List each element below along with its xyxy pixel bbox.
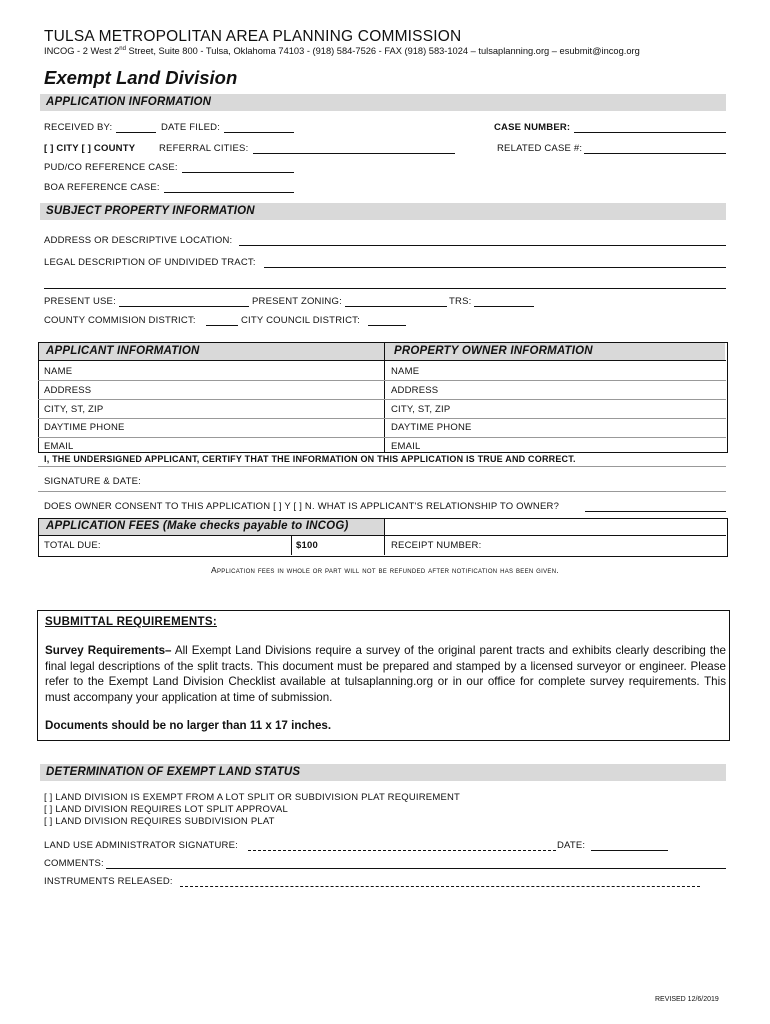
administrator-signature-field[interactable] (248, 850, 556, 851)
city-district-label: CITY COUNCIL DISTRICT: (241, 315, 360, 326)
owner-info-header: PROPERTY OWNER INFORMATION (394, 345, 593, 357)
receipt-number-field[interactable]: RECEIPT NUMBER: (391, 540, 482, 551)
subject-property-header: SUBJECT PROPERTY INFORMATION (40, 203, 726, 220)
fees-header: APPLICATION FEES (Make checks payable to INCOG) (46, 520, 349, 532)
relationship-field[interactable] (585, 511, 726, 512)
administrator-signature-label: LAND USE ADMINISTRATOR SIGNATURE: (44, 840, 238, 851)
referral-cities-field[interactable] (253, 153, 455, 154)
submittal-heading: SUBMITTAL REQUIREMENTS: (45, 616, 217, 628)
trs-label: TRS: (449, 296, 472, 307)
instruments-released-label: INSTRUMENTS RELEASED: (44, 876, 173, 887)
form-title: Exempt Land Division (44, 67, 238, 88)
owner-phone-field[interactable]: DAYTIME PHONE (391, 422, 472, 433)
owner-address-field[interactable]: ADDRESS (391, 385, 439, 396)
option-lot-split[interactable]: [ ] LAND DIVISION REQUIRES LOT SPLIT APPROVAL (44, 804, 288, 815)
pud-ref-label: PUD/CO REFERENCE CASE: (44, 162, 178, 173)
survey-requirements: Survey Requirements– All Exempt Land Divisions require a survey of the original parent tracts and exhibits clearly describing the final legal descriptions of the split tracts. This document must be prepared and stamped by a licensed surveyor or engineer. Please refer to the Exempt Land Division Checklist available at tulsaplanning.org or in our office for complete survey requirements. This must accompany your application at time of submission. (45, 644, 726, 704)
application-info-header: APPLICATION INFORMATION (40, 94, 726, 111)
present-use-label: PRESENT USE: (44, 296, 116, 307)
legal-description-field-line2[interactable] (44, 288, 726, 289)
documents-size-note: Documents should be no larger than 11 x 17 inches. (45, 719, 332, 732)
present-zoning-label: PRESENT ZONING: (252, 296, 342, 307)
legal-description-label: LEGAL DESCRIPTION OF UNDIVIDED TRACT: (44, 257, 256, 268)
determination-date-label: DATE: (557, 840, 586, 851)
city-district-field[interactable] (368, 325, 406, 326)
owner-consent-label: DOES OWNER CONSENT TO THIS APPLICATION [ ] Y [ ] N. WHAT IS APPLICANT'S RELATIONSHIP TO OWNER? (44, 501, 560, 512)
applicant-phone-field[interactable]: DAYTIME PHONE (44, 422, 125, 433)
date-filed-label: DATE FILED: (161, 122, 221, 133)
contact-line: INCOG - 2 West 2nd Street, Suite 800 - Tulsa, Oklahoma 74103 - (918) 584-7526 - FAX (918) 583-1024 – tulsaplanning.org – esubmit@incog.org (44, 46, 640, 57)
owner-email-field[interactable]: EMAIL (391, 441, 421, 452)
boa-ref-label: BOA REFERENCE CASE: (44, 182, 160, 193)
refund-note: Application fees in whole or part will not be refunded after notification has been given. (210, 565, 560, 575)
comments-field[interactable] (106, 868, 726, 869)
determination-date-field[interactable] (591, 850, 668, 851)
applicant-email-field[interactable]: EMAIL (44, 441, 74, 452)
received-by-field[interactable] (116, 132, 156, 133)
determination-header: DETERMINATION OF EXEMPT LAND STATUS (40, 764, 726, 781)
applicant-info-header: APPLICANT INFORMATION (46, 345, 200, 357)
comments-label: COMMENTS: (44, 858, 104, 869)
total-due-label: TOTAL DUE: (44, 540, 101, 551)
case-number-label: CASE NUMBER: (494, 122, 571, 133)
pud-ref-field[interactable] (182, 172, 294, 173)
owner-city-field[interactable]: CITY, ST, ZIP (391, 404, 451, 415)
org-name: TULSA METROPOLITAN AREA PLANNING COMMISSION (44, 28, 462, 45)
address-field[interactable] (239, 245, 726, 246)
city-county-checkboxes[interactable]: [ ] CITY [ ] COUNTY (44, 143, 136, 154)
county-district-label: COUNTY COMMISION DISTRICT: (44, 315, 196, 326)
owner-name-field[interactable]: NAME (391, 366, 420, 377)
legal-description-field[interactable] (264, 267, 726, 268)
boa-ref-field[interactable] (164, 192, 294, 193)
option-subdivision-plat[interactable]: [ ] LAND DIVISION REQUIRES SUBDIVISION PLAT (44, 816, 275, 827)
signature-date-label: SIGNATURE & DATE: (44, 476, 142, 487)
related-case-label: RELATED CASE #: (497, 143, 583, 154)
present-zoning-field[interactable] (345, 306, 447, 307)
certify-statement: I, THE UNDERSIGNED APPLICANT, CERTIFY THAT THE INFORMATION ON THIS APPLICATION IS TRUE AND CORRECT. (44, 454, 576, 464)
address-label: ADDRESS OR DESCRIPTIVE LOCATION: (44, 235, 233, 246)
revised-date: REVISED 12/6/2019 (655, 996, 719, 1003)
instruments-released-field[interactable] (180, 886, 700, 887)
applicant-address-field[interactable]: ADDRESS (44, 385, 92, 396)
referral-cities-label: REFERRAL CITIES: (159, 143, 249, 154)
received-by-label: RECEIVED BY: (44, 122, 113, 133)
present-use-field[interactable] (119, 306, 249, 307)
county-district-field[interactable] (206, 325, 238, 326)
case-number-field[interactable] (574, 132, 726, 133)
applicant-name-field[interactable]: NAME (44, 366, 73, 377)
option-exempt[interactable]: [ ] LAND DIVISION IS EXEMPT FROM A LOT SPLIT OR SUBDIVISION PLAT REQUIREMENT (44, 792, 461, 803)
related-case-field[interactable] (584, 153, 726, 154)
date-filed-field[interactable] (224, 132, 294, 133)
total-due-amount: $100 (296, 540, 318, 551)
trs-field[interactable] (474, 306, 534, 307)
applicant-city-field[interactable]: CITY, ST, ZIP (44, 404, 104, 415)
